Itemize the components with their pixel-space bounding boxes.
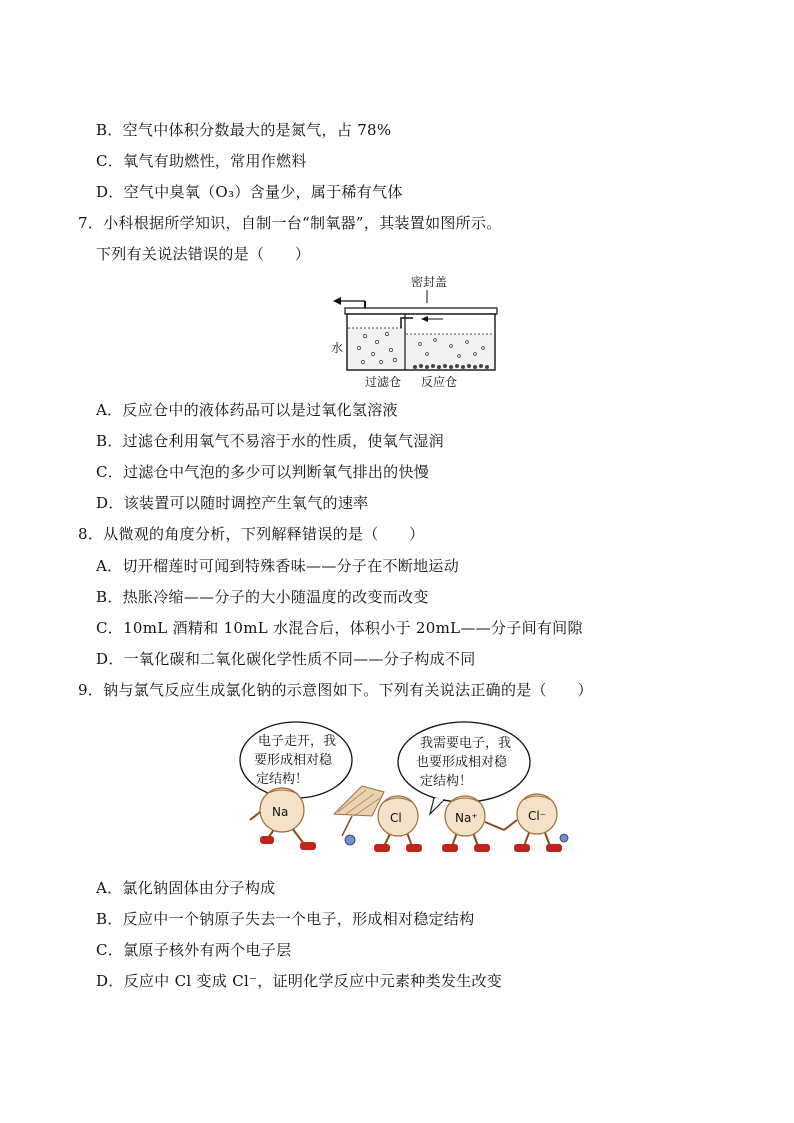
electron-and-net — [334, 786, 384, 845]
bubble-right-line2: 也要形成相对稳 — [416, 755, 508, 770]
q7-stem-line2: 下列有关说法错误的是（ ） — [96, 245, 311, 263]
q9-option-a: A．氯化钠固体由分子构成 — [96, 879, 276, 897]
ion-cl-label: Cl⁻ — [528, 809, 547, 823]
q9-option-b: B．反应中一个钠原子失去一个电子，形成相对稳定结构 — [96, 910, 475, 928]
atom-cl-label: Cl — [390, 811, 402, 825]
bubble-right-line1: 我需要电子，我 — [420, 736, 512, 751]
bubble-left-line1: 电子走开，我 — [258, 734, 337, 749]
oxygen-generator-diagram — [325, 270, 505, 392]
q8-option-d: D．一氧化碳和二氧化碳化学性质不同——分子构成不同 — [96, 650, 476, 668]
q8-option-c: C．10mL 酒精和 10mL 水混合后，体积小于 20mL——分子间有间隙 — [96, 619, 583, 637]
chloride-ion-character — [504, 794, 568, 852]
bubble-left-line3: 定结构！ — [256, 772, 309, 787]
atom-na-label: Na — [272, 805, 289, 819]
lid-label: 密封盖 — [411, 275, 448, 289]
q9-option-c: C．氯原子核外有两个电子层 — [96, 941, 292, 959]
bubble-right-line3: 定结构！ — [420, 774, 473, 789]
q7-option-d: D．该装置可以随时调控产生氧气的速率 — [96, 494, 369, 512]
q8-option-a: A．切开榴莲时可闻到特殊香味——分子在不断地运动 — [96, 557, 460, 575]
q9-stem: 9．钠与氯气反应生成氯化钠的示意图如下。下列有关说法正确的是（ ） — [78, 681, 593, 699]
q7-stem: 7．小科根据所学知识，自制一台“制氧器”，其装置如图所示。 — [78, 214, 502, 232]
bubble-left-line2: 要形成相对稳 — [254, 753, 333, 768]
q7-option-b: B．过滤仓利用氧气不易溶于水的性质，使氧气湿润 — [96, 432, 444, 450]
sodium-chlorine-cartoon — [234, 716, 584, 866]
q7-option-a: A．反应仓中的液体药品可以是过氧化氢溶液 — [96, 401, 398, 419]
q9-option-d: D．反应中 Cl 变成 Cl⁻，证明化学反应中元素种类发生改变 — [96, 972, 503, 990]
q6-option-b: B．空气中体积分数最大的是氮气，占 78% — [96, 121, 392, 139]
q8-option-b: B．热胀冷缩——分子的大小随温度的改变而改变 — [96, 588, 429, 606]
q7-option-c: C．过滤仓中气泡的多少可以判断氧气排出的快慢 — [96, 463, 430, 481]
q6-option-c: C．氧气有助燃性，常用作燃料 — [96, 152, 307, 170]
chlorine-atom-character — [374, 796, 422, 852]
water-label: 水 — [331, 341, 344, 355]
sodium-ion-character — [442, 796, 504, 852]
filter-chamber-label: 过滤仓 — [365, 375, 402, 389]
ion-na-label: Na⁺ — [455, 811, 478, 825]
q8-stem: 8．从微观的角度分析，下列解释错误的是（ ） — [78, 525, 425, 543]
q6-option-d: D．空气中臭氧（O₃）含量少，属于稀有气体 — [96, 183, 403, 201]
reaction-chamber-label: 反应仓 — [421, 375, 458, 389]
